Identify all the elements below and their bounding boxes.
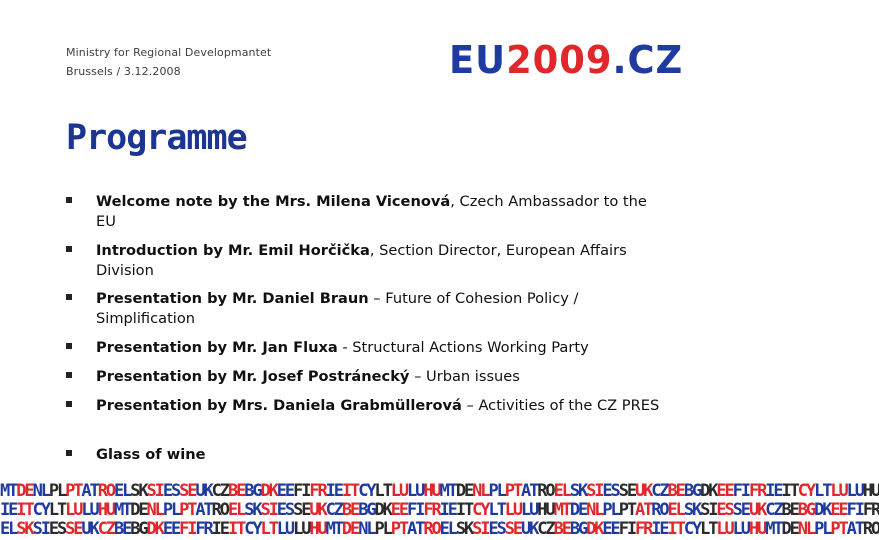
country-code: CY <box>472 500 489 520</box>
country-code: DK <box>374 500 391 520</box>
country-code: ES <box>276 500 294 520</box>
country-code: SI <box>700 500 717 520</box>
country-code: HU <box>748 519 766 539</box>
country-codes-row <box>0 501 879 520</box>
list-item-text <box>96 338 666 358</box>
country-code: UK <box>81 519 98 539</box>
country-code: CY <box>683 519 701 539</box>
country-code: LT <box>260 519 277 539</box>
speaker: Presentation by Mr. Jan Fluxa <box>96 339 338 356</box>
country-code: CY <box>244 519 261 539</box>
country-codes-row <box>0 482 879 501</box>
country-code: BG <box>358 500 375 520</box>
country-code: EL <box>439 519 456 539</box>
country-code: PL <box>602 500 619 520</box>
country-code: IT <box>455 500 473 520</box>
country-code: RO <box>211 500 228 520</box>
country-code: IE <box>765 481 782 501</box>
country-code: SK <box>683 500 701 520</box>
country-code: DE <box>569 500 587 520</box>
country-code: LU <box>276 519 294 539</box>
country-code: LU <box>390 481 408 501</box>
country-code: PL <box>488 481 505 501</box>
speaker: Introduction by Mr. Emil Horčička <box>96 242 370 259</box>
country-code: AT <box>634 500 652 520</box>
country-code: EE <box>602 519 619 539</box>
country-code: RO <box>97 481 114 501</box>
role: – Activities of the CZ PRES <box>461 397 660 414</box>
country-code: ES <box>602 481 619 501</box>
eu2009-logo <box>449 40 683 80</box>
country-code: HU <box>537 500 554 520</box>
country-code: FI <box>846 500 863 520</box>
country-code: NL <box>358 519 375 539</box>
country-code: LT <box>48 500 66 520</box>
country-code: UK <box>195 481 212 501</box>
country-code: AT <box>407 519 424 539</box>
country-code: ES <box>488 519 505 539</box>
country-code: HU <box>423 481 440 501</box>
country-code: IT <box>781 481 798 501</box>
country-code: NL <box>797 519 815 539</box>
country-code: FI <box>293 481 310 501</box>
country-code: MT <box>0 481 17 501</box>
country-code: LU <box>293 519 310 539</box>
country-code: EL <box>113 481 131 501</box>
country-code: PT <box>504 481 521 501</box>
country-code: BG <box>569 519 587 539</box>
country-code: ES <box>162 481 180 501</box>
country-code: FI <box>618 519 635 539</box>
country-code: DK <box>814 500 831 520</box>
page-title: Programme <box>66 118 247 158</box>
list-item-text <box>96 289 666 329</box>
list-item-text <box>96 396 666 416</box>
country-code: IT <box>227 519 245 539</box>
country-code: RO <box>423 519 440 539</box>
country-code: DK <box>146 519 163 539</box>
country-code: LU <box>732 519 749 539</box>
country-code: PL <box>48 481 66 501</box>
country-code: PT <box>65 481 82 501</box>
country-code: MT <box>113 500 131 520</box>
bullet-icon <box>66 343 72 349</box>
country-code: DK <box>700 481 717 501</box>
bullet-icon <box>66 401 72 407</box>
list-item-text <box>96 192 666 232</box>
speaker: Welcome note by the Mrs. Milena Vicenová <box>96 193 451 210</box>
country-code: BE <box>341 500 359 520</box>
country-code: BG <box>130 519 147 539</box>
country-code: LT <box>814 481 831 501</box>
country-code: EE <box>390 500 408 520</box>
country-code: FR <box>309 481 326 501</box>
country-code: LU <box>846 481 863 501</box>
country-code: CZ <box>325 500 342 520</box>
bullet-icon <box>66 197 72 203</box>
country-code: DE <box>16 481 33 501</box>
country-code: LT <box>374 481 391 501</box>
country-code: BE <box>667 481 684 501</box>
country-code: EL <box>227 500 245 520</box>
list-item-text <box>96 367 666 387</box>
role: – Future of Cohesion Policy / Simplification <box>96 290 579 327</box>
country-code: EE <box>276 481 294 501</box>
country-code: MT <box>439 481 456 501</box>
country-code: UK <box>309 500 326 520</box>
country-code: HU <box>309 519 326 539</box>
country-code: AT <box>81 481 98 501</box>
country-code: SK <box>455 519 473 539</box>
header-info <box>66 43 271 81</box>
country-code: SE <box>732 500 749 520</box>
country-code: SE <box>179 481 196 501</box>
country-code: BG <box>244 481 261 501</box>
country-code: LU <box>521 500 538 520</box>
country-code: BE <box>227 481 245 501</box>
place-and-date: Brussels / 3.12.2008 <box>66 65 181 78</box>
speaker: Presentation by Mrs. Daniela Grabmüllerová <box>96 397 462 414</box>
country-code: IE <box>0 500 17 520</box>
country-code: DE <box>130 500 147 520</box>
country-code: DK <box>260 481 277 501</box>
country-code: HU <box>862 481 879 501</box>
country-code: NL <box>146 500 163 520</box>
country-code: NL <box>32 481 49 501</box>
country-code: PT <box>179 500 196 520</box>
country-code: FR <box>195 519 212 539</box>
country-code: SE <box>65 519 82 539</box>
country-code: LU <box>830 481 847 501</box>
country-code: SI <box>32 519 49 539</box>
country-code: RO <box>651 500 668 520</box>
country-code: IT <box>16 500 33 520</box>
country-code: FR <box>748 481 766 501</box>
country-code: IT <box>667 519 684 539</box>
country-code: SK <box>16 519 33 539</box>
country-code: LU <box>81 500 98 520</box>
logo-cz: .CZ <box>612 38 684 82</box>
country-code: AT <box>521 481 538 501</box>
country-code: DE <box>455 481 473 501</box>
country-code: EE <box>716 481 733 501</box>
role: , Section Director, European Affairs Division <box>96 242 627 279</box>
country-code: SI <box>146 481 163 501</box>
country-code: BG <box>797 500 815 520</box>
country-code: SK <box>244 500 261 520</box>
country-code: FI <box>179 519 196 539</box>
country-code: EL <box>667 500 684 520</box>
country-code: MT <box>553 500 570 520</box>
country-code: CZ <box>537 519 554 539</box>
role: - Structural Actions Working Party <box>337 339 589 356</box>
country-code: LU <box>504 500 521 520</box>
bullet-icon <box>66 246 72 252</box>
country-code: UK <box>521 519 538 539</box>
country-code: FI <box>732 481 749 501</box>
country-code: EL <box>553 481 570 501</box>
country-code: CZ <box>765 500 782 520</box>
bullet-icon <box>66 294 72 300</box>
country-code: SK <box>130 481 147 501</box>
country-code: FI <box>407 500 424 520</box>
country-code: FR <box>862 500 879 520</box>
country-code: RO <box>862 519 879 539</box>
country-code: PL <box>162 500 180 520</box>
country-code: CY <box>797 481 815 501</box>
country-code: UK <box>748 500 766 520</box>
country-code: CZ <box>211 481 228 501</box>
country-code: RO <box>537 481 554 501</box>
country-code: PT <box>390 519 408 539</box>
country-code: ES <box>48 519 66 539</box>
country-code: AT <box>195 500 212 520</box>
country-code: HU <box>97 500 114 520</box>
speaker: Glass of wine <box>96 446 206 463</box>
country-code: EE <box>830 500 847 520</box>
country-code: FR <box>634 519 652 539</box>
speaker: Presentation by Mr. Daniel Braun <box>96 290 369 307</box>
country-code: LU <box>65 500 82 520</box>
country-code: BG <box>683 481 701 501</box>
country-codes-row <box>0 520 879 539</box>
country-code: SK <box>569 481 587 501</box>
country-code: IE <box>439 500 456 520</box>
country-code: PT <box>618 500 635 520</box>
role: – Urban issues <box>409 368 520 385</box>
country-code: CZ <box>651 481 668 501</box>
country-code: CZ <box>97 519 114 539</box>
list-item-text <box>96 445 666 465</box>
country-code: CY <box>358 481 375 501</box>
country-codes-strip <box>0 481 879 540</box>
country-code: LT <box>488 500 505 520</box>
country-code: IE <box>325 481 342 501</box>
country-code: CY <box>32 500 49 520</box>
country-code: SE <box>293 500 310 520</box>
country-code: SE <box>504 519 521 539</box>
country-code: BE <box>113 519 131 539</box>
logo-eu: EU <box>449 38 507 82</box>
list-item-text <box>96 241 666 281</box>
country-code: PL <box>374 519 391 539</box>
country-code: EL <box>0 519 17 539</box>
country-code: MT <box>325 519 342 539</box>
role: , Czech Ambassador to the EU <box>96 193 647 230</box>
country-code: BE <box>781 500 798 520</box>
country-code: LU <box>716 519 733 539</box>
country-code: SI <box>260 500 277 520</box>
country-code: DE <box>341 519 359 539</box>
bullet-icon <box>66 450 72 456</box>
country-code: PL <box>814 519 831 539</box>
country-code: UK <box>634 481 652 501</box>
country-code: LT <box>700 519 717 539</box>
country-code: LU <box>407 481 424 501</box>
country-code: SE <box>618 481 635 501</box>
ministry-name: Ministry for Regional Developmantet <box>66 46 272 59</box>
country-code: BE <box>553 519 570 539</box>
country-code: SI <box>586 481 603 501</box>
country-code: DE <box>781 519 798 539</box>
logo-year: 2009 <box>506 38 613 82</box>
country-code: EE <box>162 519 180 539</box>
country-code: ES <box>716 500 733 520</box>
country-code: DK <box>586 519 603 539</box>
country-code: SI <box>472 519 489 539</box>
bullet-icon <box>66 372 72 378</box>
country-code: IE <box>651 519 668 539</box>
country-code: NL <box>586 500 603 520</box>
country-code: NL <box>472 481 489 501</box>
country-code: FR <box>423 500 440 520</box>
country-code: AT <box>846 519 863 539</box>
country-code: MT <box>765 519 782 539</box>
country-code: IT <box>341 481 359 501</box>
speaker: Presentation by Mr. Josef Postránecký <box>96 368 410 385</box>
country-code: IE <box>211 519 228 539</box>
country-code: PT <box>830 519 847 539</box>
